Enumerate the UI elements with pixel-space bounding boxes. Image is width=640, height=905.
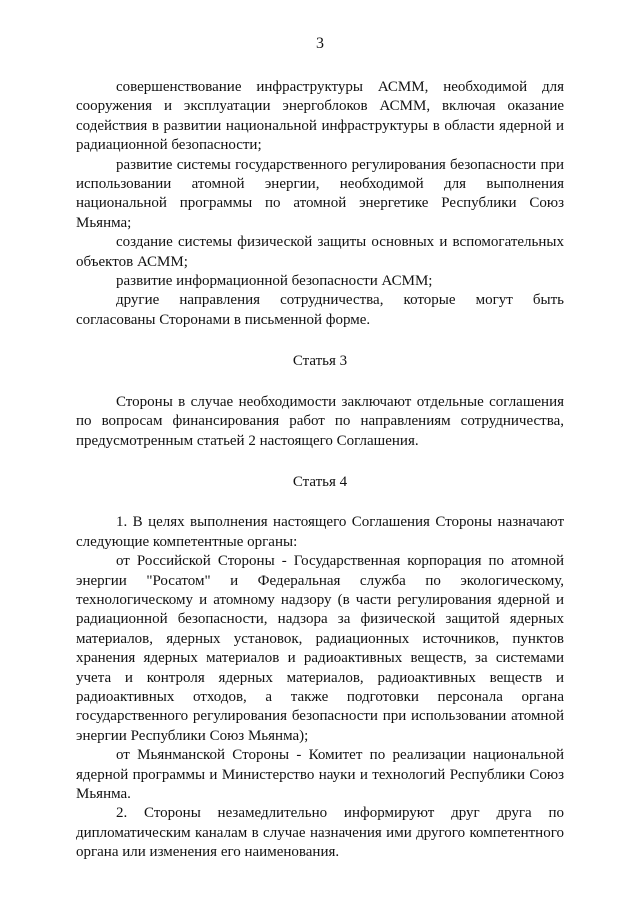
section-article-3: [76, 352, 564, 451]
paragraph: 2. Стороны незамедлительно информируют друг друга по дипломатическим каналам в случае назначения ими другого компетентного органа или изменения его наименования.: [76, 805, 564, 861]
paragraph: от Мьянманской Стороны - Комитет по реализации национальной ядерной программы и Министерство науки и технологий Республики Союз Мьянма.: [76, 747, 564, 802]
paragraph: развитие системы государственного регулирования безопасности при использовании атомной энергии, необходимой для выполнения национальной программы по атомной энергетике Республики Союз Мьянма;: [76, 156, 564, 231]
paragraph: создание системы физической защиты основных и вспомогательных объектов АСММ;: [76, 234, 564, 270]
article-heading: Статья 4: [292, 473, 348, 490]
page-number: 3: [316, 35, 324, 52]
paragraph: развитие информационной безопасности АСММ;: [116, 273, 433, 290]
paragraph: 1. В целях выполнения настоящего Соглашения Стороны назначают следующие компетентные органы:: [76, 514, 564, 550]
paragraph: от Российской Стороны - Государственная корпорация по атомной энергии "Росатом" и Федеральная служба по экологическому, технологическому и атомному надзору (в части регулирования ядерной и радиационной безопасности, надзора за физической защитой ядерных материалов, ядерных установок, радиационных источников, пунктов хранения ядерных материалов и радиоактивных веществ, за системами учета и контроля ядерных материалов, радиоактивных веществ и радиоактивных отходов, а также подготовки персонала органа государственного регулирования безопасности при использовании атомной энергии Республики Союз Мьянма);: [76, 553, 564, 744]
paragraph: Стороны в случае необходимости заключают отдельные соглашения по вопросам финансирования работ по направлениям сотрудничества, предусмотренным статьей 2 настоящего Соглашения.: [76, 393, 564, 449]
section-continuation: [76, 78, 564, 330]
paragraph: другие направления сотрудничества, которые могут быть согласованы Сторонами в письменной форме.: [76, 292, 564, 328]
article-heading: Статья 3: [292, 353, 348, 370]
document-page: [76, 34, 564, 863]
section-article-4: [76, 473, 564, 863]
paragraph: совершенствование инфраструктуры АСММ, необходимой для сооружения и эксплуатации энергоблоков АСММ, включая оказание содействия в развитии национальной инфраструктуры в области ядерной и радиационной безопасности;: [76, 79, 564, 154]
